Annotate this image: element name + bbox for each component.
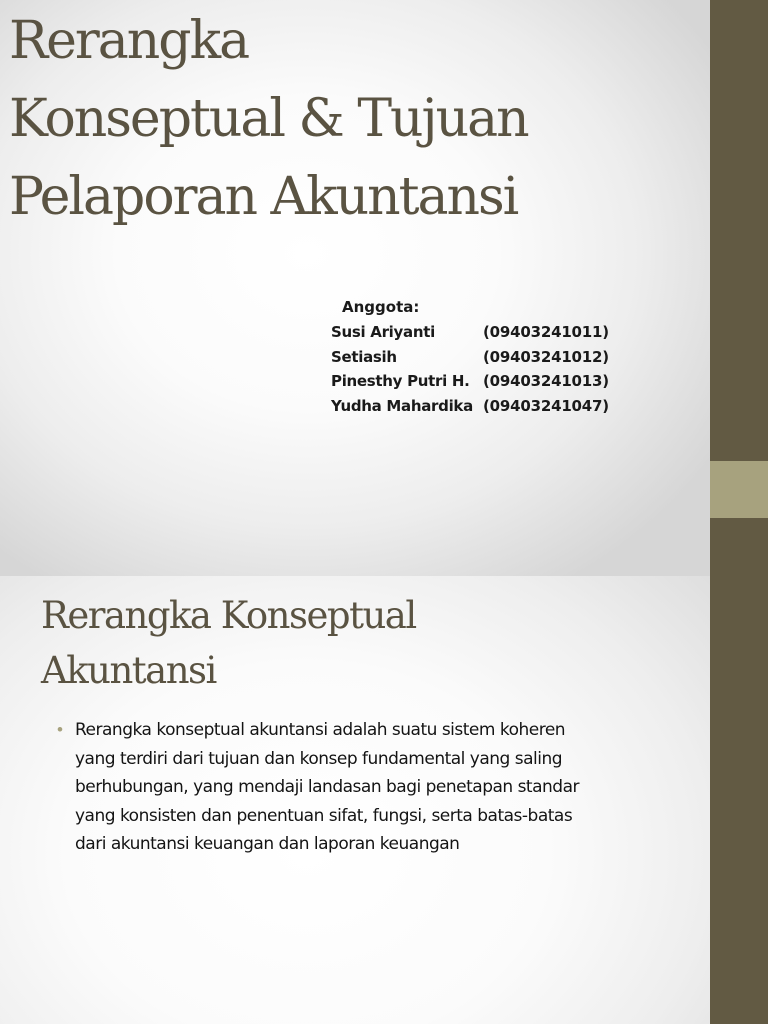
bullet-text-line: dari akuntansi keuangan dan laporan keuangan — [75, 834, 460, 854]
slide-1-title — [9, 2, 689, 236]
member-list — [331, 296, 609, 418]
slide-1-sidebar-accent — [710, 461, 768, 518]
member-id: (09403241047) — [483, 396, 609, 415]
member-name: Yudha Mahardika — [331, 396, 473, 415]
slide-1-title-line: Rerangka — [9, 11, 249, 71]
member-id: (09403241011) — [483, 323, 609, 341]
bullet-item — [57, 716, 667, 859]
bullet-text-line: berhubungan, yang mendaji landasan bagi penetapan standar — [75, 777, 579, 797]
members-label: Anggota: — [342, 298, 420, 316]
slide-2-title-line: Akuntansi — [41, 649, 216, 692]
bullet-text-line: yang konsisten dan penentuan sifat, fungsi, serta batas-batas — [75, 805, 573, 826]
member-name: Setiasih — [331, 347, 397, 366]
member-row — [331, 345, 609, 370]
member-row — [331, 394, 609, 419]
slide-1-title-line: Konseptual & Tujuan — [9, 89, 528, 149]
bullet-marker-icon: • — [57, 720, 63, 739]
member-row — [331, 369, 609, 394]
bullet-text-line: yang terdiri dari tujuan dan konsep fundamental yang saling — [75, 748, 563, 769]
member-name: Pinesthy Putri H. — [331, 372, 470, 390]
slide-2 — [0, 576, 768, 1024]
slide-2-title-line: Rerangka Konseptual — [41, 594, 416, 637]
member-row — [331, 320, 609, 345]
slide-1-title-line: Pelaporan Akuntansi — [9, 167, 518, 227]
bullet-text-line: Rerangka konseptual akuntansi adalah suatu sistem koheren — [75, 720, 566, 740]
member-id: (09403241013) — [483, 372, 609, 390]
slide-2-sidebar — [710, 576, 768, 1024]
member-id: (09403241012) — [483, 347, 609, 366]
bullet-list — [57, 716, 667, 859]
slide-2-title — [41, 588, 416, 698]
member-name: Susi Ariyanti — [331, 323, 435, 341]
